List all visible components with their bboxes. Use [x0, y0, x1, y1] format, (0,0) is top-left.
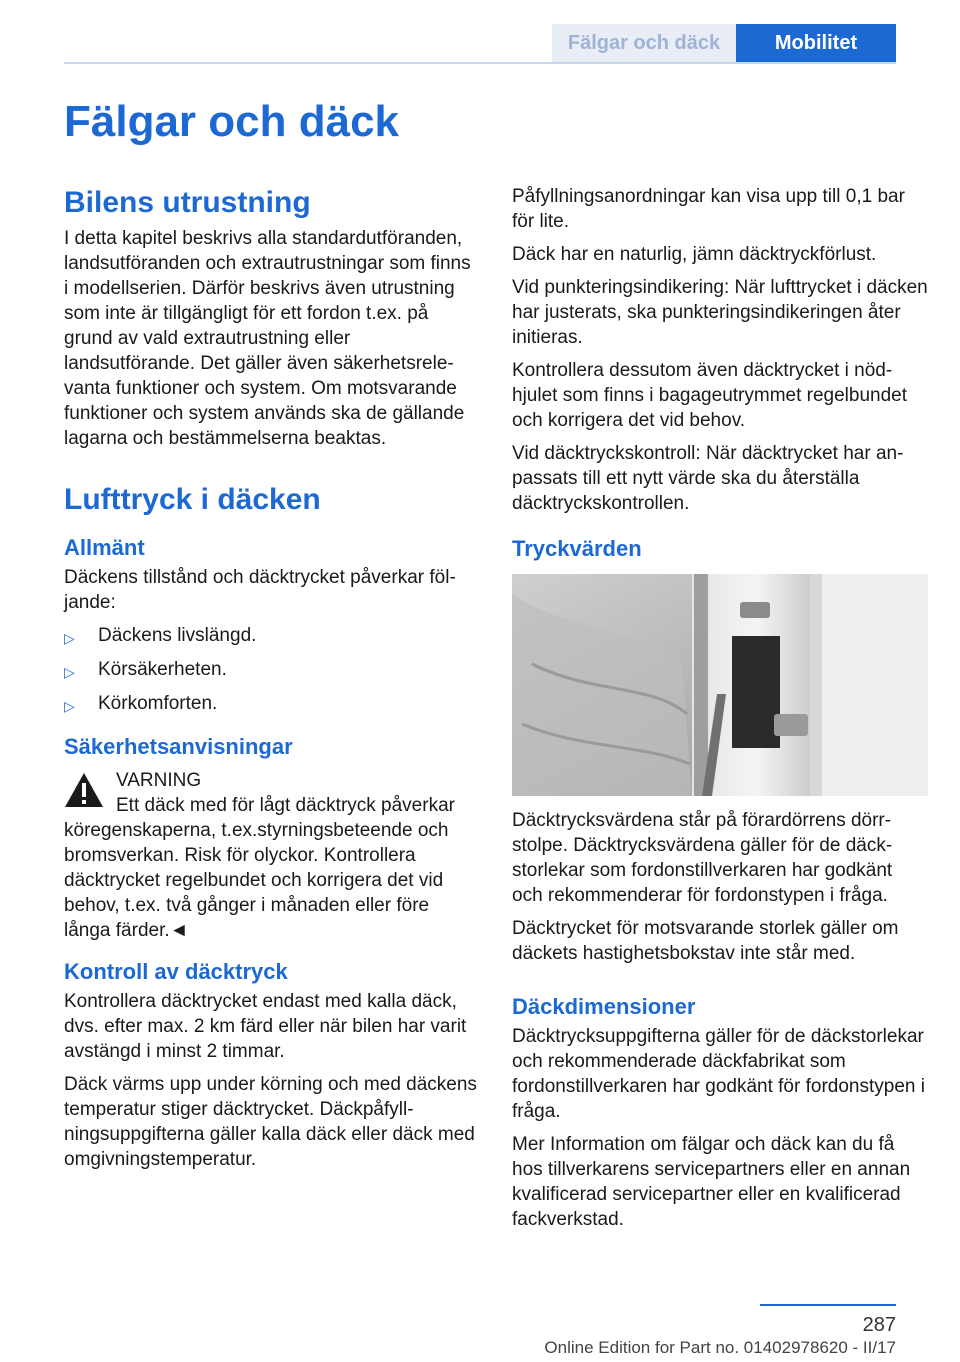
right-column [512, 184, 928, 1240]
bullet-list [64, 623, 480, 716]
paragraph-monitor: Vid däcktryckskontroll: När däcktrycket har anpassats till ett nytt värde ska du återställa däcktryckskontrollen. [512, 443, 904, 514]
heading-general: Allmänt [64, 535, 145, 560]
left-column [64, 184, 480, 1180]
paragraph-values-2: Däcktrycket för motsvarande storlek gäller om däckets hastighetsbokstav inte står med. [512, 918, 899, 964]
warning-text-first: Ett däck med för lågt däcktryck påverkar [116, 795, 455, 816]
paragraph-values-1: Däcktrycksvärdena står på förardörrens dörrstolpe. Däcktrycksvärdena gäller för de däckstorlekar som fordonstillverkaren har godkänt och rekommenderar för fordonstypen i fråga. [512, 810, 893, 906]
list-item: ▷ Körsäkerheten. [64, 657, 480, 682]
paragraph-dimensions-1: Däcktrycksuppgifterna gäller för de däckstorlekar och rekommenderade däckfabrikat som fordonstillverkaren har godkänt för fordonstypen i fråga. [512, 1026, 925, 1122]
list-item: ▷ Däckens livslängd. [64, 623, 480, 648]
paragraph-loss: Däck har en naturlig, jämn däcktryckförlust. [512, 244, 877, 265]
heading-check: Kontroll av däcktryck [64, 959, 288, 984]
footer-rule [760, 1304, 896, 1306]
page-title: Fälgar och däck [64, 97, 400, 146]
warning-block [64, 768, 480, 943]
warning-label: VARNING [116, 770, 202, 791]
paragraph-puncture: Vid punkteringsindikering: När lufttrycket i däcken har justerats, ska punkteringsindikeringen åter initieras. [512, 277, 928, 348]
triangle-bullet-icon: ▷ [64, 664, 75, 680]
paragraph-check-1: Kontrollera däcktrycket endast med kalla däck, dvs. efter max. 2 km färd eller när bilen har varit avstängd i minst 2 timmar. [64, 991, 467, 1062]
heading-safety: Säkerhetsanvisningar [64, 734, 293, 759]
paragraph-fill: Påfyllningsanordningar kan visa upp till 0,1 bar för lite. [512, 186, 905, 232]
header-section-tab: Fälgar och däck [552, 24, 736, 62]
door-pillar-photo [512, 574, 928, 796]
heading-dimensions: Däckdimensioner [512, 994, 696, 1019]
heading-equipment: Bilens utrustning [64, 186, 311, 219]
heading-tire-pressure: Lufttryck i däcken [64, 483, 321, 516]
triangle-bullet-icon: ▷ [64, 630, 75, 646]
footer-edition: Online Edition for Part no. 01402978620 - II/17 [544, 1338, 896, 1357]
paragraph-check-2: Däck värms upp under körning och med däckens temperatur stiger däcktrycket. Däckpåfyllningsuppgifterna gäller kalla däck eller däck med omgivningstemperatur. [64, 1074, 477, 1170]
list-item: ▷ Körkomforten. [64, 691, 480, 716]
heading-pressure-values: Tryckvärden [512, 536, 642, 561]
triangle-bullet-icon: ▷ [64, 698, 75, 714]
header-rule [64, 62, 896, 64]
header-chapter-tab: Mobilitet [736, 24, 896, 62]
warning-triangle-icon [64, 772, 104, 808]
paragraph-spare: Kontrollera dessutom även däcktrycket i nödhjulet som finns i bagageutrymmet regelbundet och korrigera det vid behov. [512, 360, 908, 431]
page-number: 287 [862, 1314, 896, 1336]
paragraph-equipment: I detta kapitel beskrivs alla standardutföranden, landsutföranden och extrautrustningar som finns i modellserien. Därför beskrivs även utrustning som inte är tillgängligt för ett fordon t.ex. på grund av vald extrautrustning eller landsutförande. Det gäller även säkerhetsrelevanta funktioner och system. Om motsvarande funktioner och system används ska de gällande lagarna och bestämmelserna beaktas. [64, 228, 471, 449]
warning-text: köregenskaperna, t.ex.styrningsbeteende och bromsverkan. Risk för olyckor. Kontrollera däcktrycket regelbundet och korrigera det vid behov, t.ex. två gånger i månaden eller före långa färder.◄ [64, 820, 449, 941]
paragraph-dimensions-2: Mer Information om fälgar och däck kan du få hos tillverkarens servicepartners eller en annan kvalificerad servicepartner eller en kvalificerad fackverkstad. [512, 1134, 911, 1230]
paragraph-general: Däckens tillstånd och däcktrycket påverkar följande: [64, 567, 456, 613]
